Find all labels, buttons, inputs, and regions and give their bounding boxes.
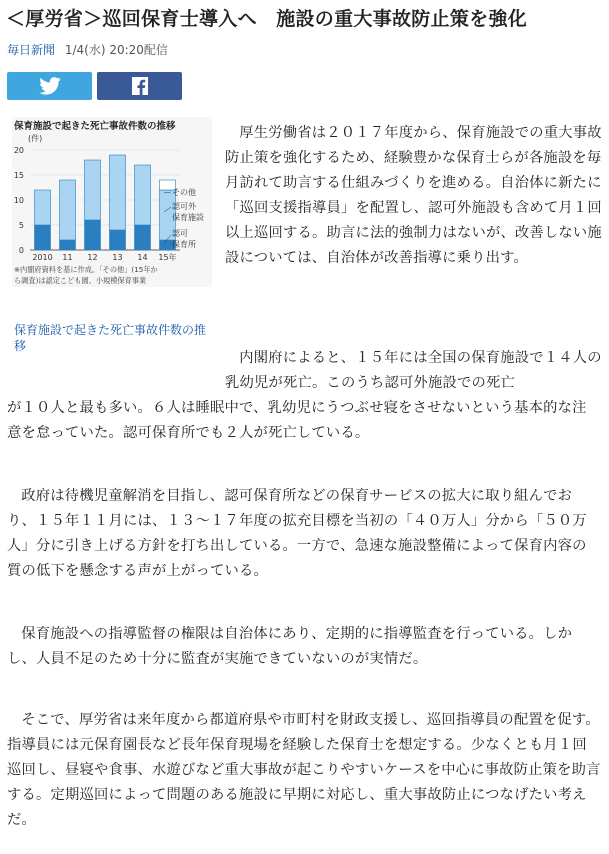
publish-date: 1/4(水) 20:20配信 (64, 43, 168, 57)
legend-ninka-1: 認可 (172, 229, 188, 238)
bar-ninkagai (35, 190, 51, 225)
y-tick-label: 20 (13, 146, 24, 155)
bar-ninka (85, 220, 101, 250)
bar-ninkagai (110, 155, 126, 230)
paragraph-2a-text: 内閣府によると、１５年には全国の保育施設で１４人の乳幼児が死亡。このうち認可外施設での死亡 (225, 350, 602, 391)
twitter-share-button[interactable] (7, 72, 92, 100)
paragraph-5 (7, 708, 601, 833)
y-tick-label: 5 (18, 221, 24, 230)
paragraph-3-text: 政府は待機児童解消を目指し、認可保育所などの保育サービスの拡大に取り組んでおり、１５年１１月には、１３～１７年度の拡充目標を当初の「４０万人」分から「５０万人」分に引き上げる方針を打ち出している。一方で、急速な施設整備によって保育内容の質の低下を懸念する声が上がっている。 (7, 488, 587, 579)
bar-ninkagai (135, 165, 151, 225)
paragraph-2-cont: が１０人と最も多い。６人は睡眠中で、乳幼児にうつぶせ寝をさせないという基本的な注意を怠っていた。認可保育所でも２人が死亡している。 (7, 400, 587, 441)
chart-figure[interactable] (12, 117, 212, 287)
legend-ninkagai-2: 保育施設 (172, 213, 204, 222)
chart-title: 保育施設で起きた死亡事故件数の推移 (14, 121, 176, 132)
chart-note-1: ※内閣府資料を基に作成。「その他」(15年か (14, 265, 158, 274)
paragraph-2-start (225, 346, 603, 396)
y-tick-label: 10 (13, 196, 24, 205)
article-title: ＜厚労省＞巡回保育士導入へ 施設の重大事故防止策を強化 (6, 8, 528, 30)
y-axis-label: (件) (28, 134, 43, 143)
x-tick-label: 12 (87, 253, 98, 262)
x-tick-label: 14 (137, 253, 148, 262)
y-tick-label: 0 (18, 246, 24, 255)
legend-ninka-2: 保育所 (172, 240, 196, 249)
bar-ninka (135, 225, 151, 250)
bar-ninkagai (60, 180, 76, 240)
death-accidents-chart (12, 117, 212, 287)
twitter-bird-icon (39, 77, 61, 95)
x-tick-label: 13 (112, 253, 123, 262)
chart-note-2: ら調査)は認定こども園、小規模保育事業 (14, 276, 147, 285)
article-meta (7, 42, 168, 58)
facebook-share-button[interactable] (97, 72, 182, 100)
paragraph-1-text: 厚生労働省は２０１７年度から、保育施設での重大事故防止策を強化するため、経験豊かな保育士らが各施設を毎月訪れて助言する仕組みづくりを進める。自治体に新たに「巡回支援指導員」を配置し、認可外施設も含めて月１回以上巡回する。助言に法的強制力はないが、改善しない施設については、自治体が改善指導に乗り出す。 (225, 125, 602, 266)
source-link[interactable]: 毎日新聞 (7, 43, 56, 57)
y-tick-label: 15 (13, 171, 24, 180)
paragraph-4-text: 保育施設への指導監督の権限は自治体にあり、定期的に指導監査を行っている。しかし、人員不足のため十分に監査が実施できていないのが実情だ。 (7, 626, 573, 667)
legend-ninkagai-1: 認可外 (172, 202, 196, 211)
facebook-f-icon (132, 77, 148, 95)
bar-ninka (110, 230, 126, 250)
x-tick-label: 15年 (158, 253, 177, 262)
x-tick-label: 2010 (32, 253, 53, 262)
legend-other: その他 (172, 188, 196, 197)
x-tick-label: 11 (62, 253, 73, 262)
paragraph-5-text: そこで、厚労省は来年度から都道府県や市町村を財政支援し、巡回指導員の配置を促す。指導員には元保育園長など長年保育現場を経験した保育士を想定する。少なくとも月１回巡回し、昼寝や食事、水遊びなど重大事故が起こりやすいケースを中心に事故防止策を助言する。定期巡回によって問題のある施設に早期に対応し、重大事故防止につなげたい考えだ。 (7, 712, 601, 828)
bar-ninka (35, 225, 51, 250)
paragraph-3 (7, 484, 601, 584)
figure-caption[interactable]: 保育施設で起きた死亡事故件数の推移 (14, 323, 207, 353)
bar-ninkagai (85, 160, 101, 220)
paragraph-1 (225, 121, 603, 271)
bar-ninka (60, 240, 76, 250)
paragraph-4 (7, 622, 601, 672)
